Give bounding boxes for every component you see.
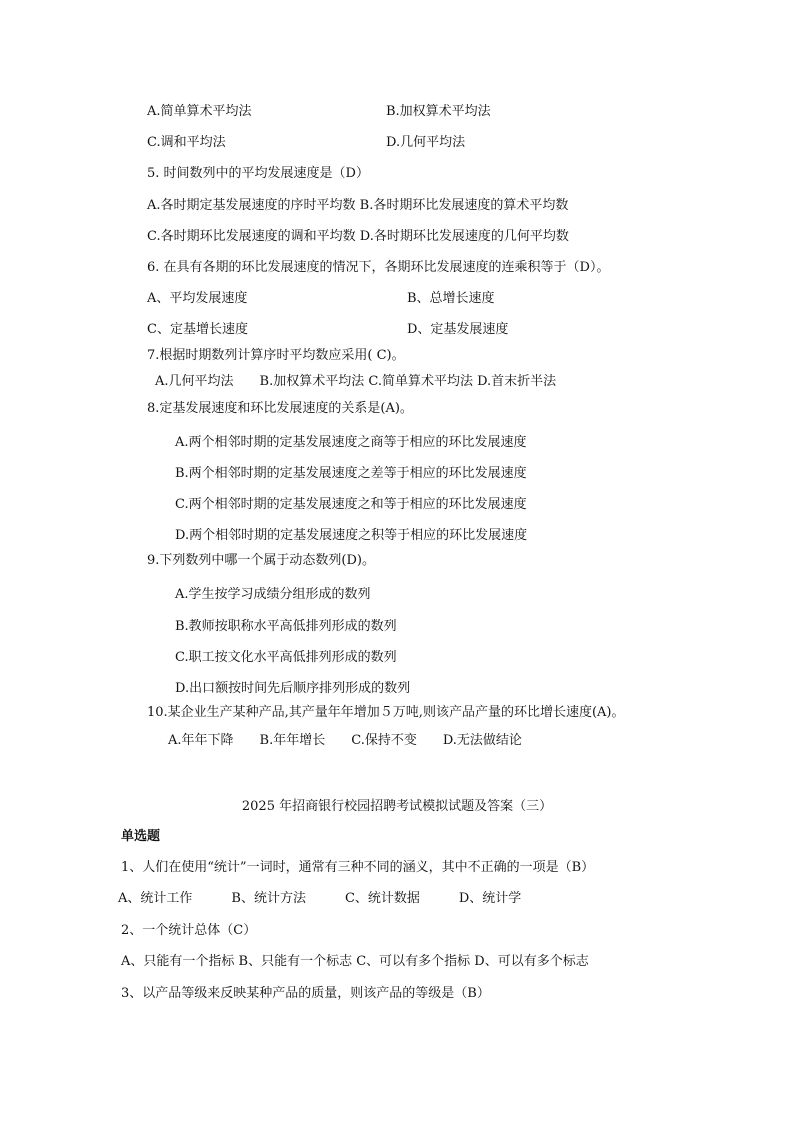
s2-options: A、只能有一个指标 B、只能有一个标志 C、可以有多个指标 D、可以有多个标志 (121, 954, 589, 969)
q8-option-a: A.两个相邻时期的定基发展速度之商等于相应的环比发展速度 (175, 435, 527, 450)
q9-option-b: B.教师按职称水平高低排列形成的数列 (175, 619, 397, 634)
q6-option-c: C、定基增长速度 (147, 322, 248, 337)
q4-option-b: B.加权算术平均法 (386, 104, 491, 119)
q9-option-c: C.职工按文化水平高低排列形成的数列 (175, 650, 397, 665)
section-heading: 单选题 (121, 829, 161, 844)
q4-option-a: A.简单算术平均法 (147, 104, 252, 119)
q8-option-d: D.两个相邻时期的定基发展速度之积等于相应的环比发展速度 (175, 528, 528, 543)
q9-option-d: D.出口额按时间先后顺序排列形成的数列 (175, 681, 411, 696)
q10-stem: 10.某企业生产某种产品,其产量年年增加５万吨,则该产品产量的环比增长速度(A)。 (147, 705, 625, 720)
s3-stem: 3、以产品等级来反映某种产品的质量，则该产品的等级是（B） (121, 986, 490, 1001)
q10-options: A.年年下降 B.年年增长 C.保持不变 D.无法做结论 (168, 733, 522, 748)
q9-stem: 9.下列数列中哪一个属于动态数列(D)。 (147, 553, 375, 568)
section-title: 2025 年招商银行校园招聘考试模拟试题及答案（三） (241, 799, 553, 814)
q5-stem: 5. 时间数列中的平均发展速度是（D） (147, 166, 369, 181)
q5-options-ab: A.各时期定基发展速度的序时平均数 B.各时期环比发展速度的算术平均数 (147, 198, 569, 213)
q6-stem: 6. 在具有各期的环比发展速度的情况下，各期环比发展速度的连乘积等于（D）。 (147, 260, 610, 275)
q8-option-b: B.两个相邻时期的定基发展速度之差等于相应的环比发展速度 (175, 466, 527, 481)
q9-option-a: A.学生按学习成绩分组形成的数列 (175, 587, 371, 602)
q8-stem: 8.定基发展速度和环比发展速度的关系是(A)。 (147, 401, 413, 416)
s1-options: A、统计工作 B、统计方法 C、统计数据 D、统计学 (118, 891, 522, 906)
q8-option-c: C.两个相邻时期的定基发展速度之和等于相应的环比发展速度 (175, 497, 527, 512)
q5-options-cd: C.各时期环比发展速度的调和平均数 D.各时期环比发展速度的几何平均数 (147, 229, 569, 244)
q4-option-c: C.调和平均法 (147, 135, 226, 150)
s2-stem: 2、一个统计总体（C） (121, 923, 257, 938)
q7-stem: 7.根据时期数列计算序时平均数应采用( C)。 (147, 348, 405, 363)
q7-options: A.几何平均法 B.加权算术平均法 C.简单算术平均法 D.首末折半法 (155, 374, 557, 389)
q6-option-a: A、平均发展速度 (147, 291, 248, 306)
s1-stem: 1、人们在使用“统计”一词时，通常有三种不同的涵义，其中不正确的一项是（B） (121, 860, 595, 875)
q6-option-d: D、定基发展速度 (407, 322, 509, 337)
q6-option-b: B、总增长速度 (407, 291, 495, 306)
q4-option-d: D.几何平均法 (386, 135, 466, 150)
